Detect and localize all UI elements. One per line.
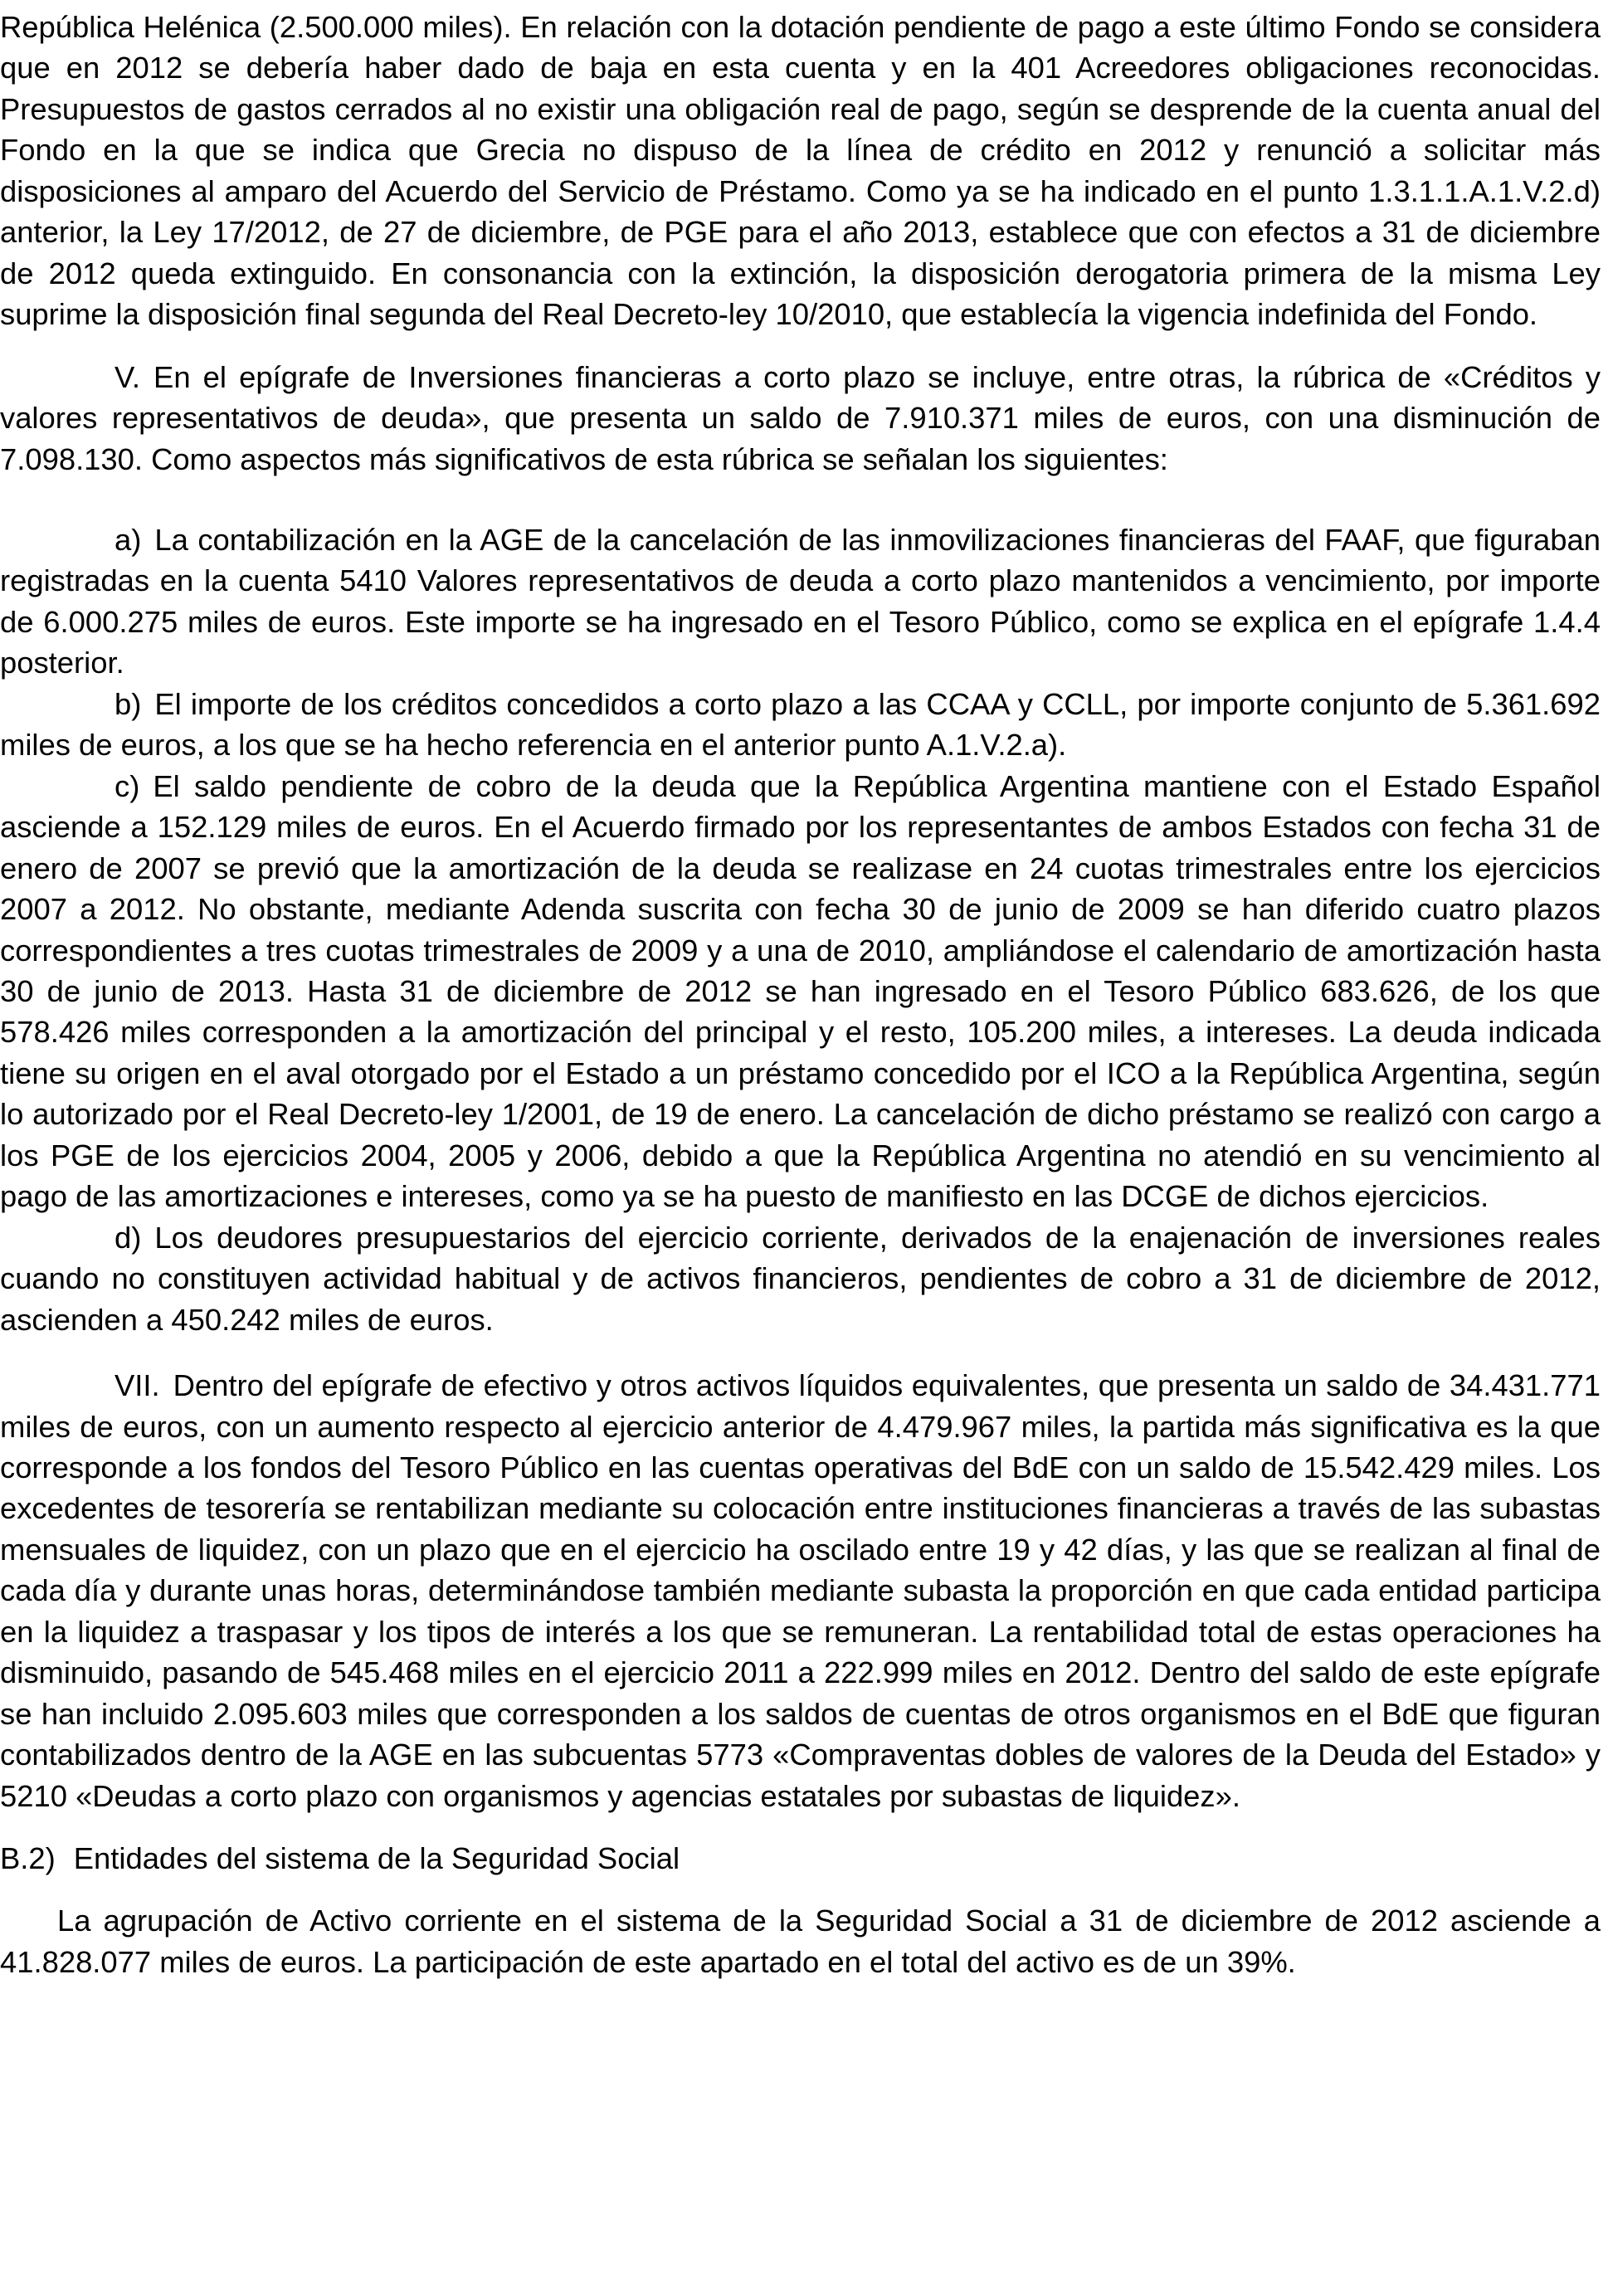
list-item-c-label: c)	[115, 768, 140, 803]
section-b2-paragraph: La agrupación de Activo corriente en el sistema de la Seguridad Social a 31 de diciembre de 2012 asciende a 41.828.077 miles de euros. La participación de este apartado en el total del activo es de un 39%.	[0, 1904, 1601, 1979]
section-v-paragraph	[0, 357, 1601, 480]
list-item-a-label: a)	[115, 522, 142, 557]
list-item-c-text: El saldo pendiente de cobro de la deuda que la República Argentina mantiene con el Estado Español asciende a 152.129 miles de euros. En el Acuerdo firmado por los representantes de ambos Estados con fecha 31 de enero de 2007 se previó que la amortización de la deuda se realizase en 24 cuotas trimestrales entre los ejercicios 2007 a 2012. No obstante, mediante Adenda suscrita con fecha 30 de junio de 2009 se han diferido cuatro plazos correspondientes a tres cuotas trimestrales de 2009 y a una de 2010, ampliándose el calendario de amortización hasta 30 de junio de 2013. Hasta 31 de diciembre de 2012 se han ingresado en el Tesoro Público 683.626, de los que 578.426 miles corresponden a la amortización del principal y el resto, 105.200 miles, a intereses. La deuda indicada tiene su origen en el aval otorgado por el Estado a un préstamo concedido por el ICO a la República Argentina, según lo autorizado por el Real Decreto-ley 1/2001, de 19 de enero. La cancelación de dicho préstamo se realizó con cargo a los PGE de los ejercicios 2004, 2005 y 2006, debido a que la República Argentina no atendió en su vencimiento al pago de las amortizaciones e intereses, como ya se ha puesto de manifiesto en las DCGE de dichos ejercicios.	[0, 768, 1601, 1214]
section-v-text: En el epígrafe de Inversiones financieras a corto plazo se incluye, entre otras, la rúbrica de «Créditos y valores representativos de deuda», que presenta un saldo de 7.910.371 miles de euros, con una disminución de 7.098.130. Como aspectos más significativos de esta rúbrica se señalan los siguientes:	[0, 359, 1601, 476]
list-item-a	[0, 519, 1601, 684]
list-item-d	[0, 1217, 1601, 1340]
list-item-b	[0, 684, 1601, 766]
section-vii-text: Dentro del epígrafe de efectivo y otros activos líquidos equivalentes, que presenta un saldo de 34.431.771 miles de euros, con un aumento respecto al ejercicio anterior de 4.479.967 miles, la partida más significativa es la que corresponde a los fondos del Tesoro Público en las cuentas operativas del BdE con un saldo de 15.542.429 miles. Los excedentes de tesorería se rentabilizan mediante su colocación entre instituciones financieras a través de las subastas mensuales de liquidez, con un plazo que en el ejercicio ha oscilado entre 19 y 42 días, y las que se realizan al final de cada día y durante unas horas, determinándose también mediante subasta la proporción en que cada entidad participa en la liquidez a traspasar y los tipos de interés a los que se remuneran. La rentabilidad total de estas operaciones ha disminuido, pasando de 545.468 miles en el ejercicio 2011 a 222.999 miles en 2012. Dentro del saldo de este epígrafe se han incluido 2.095.603 miles que corresponden a los saldos de cuentas de otros organismos en el BdE que figuran contabilizados dentro de la AGE en las subcuentas 5773 «Compraventas dobles de valores de la Deuda del Estado» y 5210 «Deudas a corto plazo con organismos y agencias estatales por subastas de liquidez».	[0, 1368, 1601, 1813]
list-item-b-label: b)	[115, 686, 142, 721]
intro-paragraph: República Helénica (2.500.000 miles). En relación con la dotación pendiente de pago a este último Fondo se considera que en 2012 se debería haber dado de baja en esta cuenta y en la 401 Acreedores obligaciones reconocidas. Presupuestos de gastos cerrados al no existir una obligación real de pago, según se desprende de la cuenta anual del Fondo en la que se indica que Grecia no dispuso de la línea de crédito en 2012 y renunció a solicitar más disposiciones al amparo del Acuerdo del Servicio de Préstamo. Como ya se ha indicado en el punto 1.3.1.1.A.1.V.2.d) anterior, la Ley 17/2012, de 27 de diciembre, de PGE para el año 2013, establece que con efectos a 31 de diciembre de 2012 queda extinguido. En consonancia con la extinción, la disposición derogatoria primera de la misma Ley suprime la disposición final segunda del Real Decreto-ley 10/2010, que establecía la vigencia indefinida del Fondo.	[0, 10, 1601, 332]
list-item-d-text: Los deudores presupuestarios del ejercicio corriente, derivados de la enajenación de inversiones reales cuando no constituyen actividad habitual y de activos financieros, pendientes de cobro a 31 de diciembre de 2012, ascienden a 450.242 miles de euros.	[0, 1220, 1601, 1337]
section-vii-paragraph	[0, 1365, 1601, 1816]
list-item-c	[0, 766, 1601, 1217]
section-b2-label: B.2)	[0, 1841, 56, 1876]
list-item-b-text: El importe de los créditos concedidos a corto plazo a las CCAA y CCLL, por importe conjunto de 5.361.692 miles de euros, a los que se ha hecho referencia en el anterior punto A.1.V.2.a).	[0, 686, 1601, 763]
list-item-a-text: La contabilización en la AGE de la cancelación de las inmovilizaciones financieras del FAAF, que figuraban registradas en la cuenta 5410 Valores representativos de deuda a corto plazo mantenidos a vencimiento, por importe de 6.000.275 miles de euros. Este importe se ha ingresado en el Tesoro Público, como se explica en el epígrafe 1.4.4 posterior.	[0, 522, 1601, 680]
section-b2-heading	[0, 1838, 1601, 1879]
section-b2-title: Entidades del sistema de la Seguridad Social	[73, 1841, 680, 1876]
section-v-number: V.	[115, 359, 141, 394]
section-vii-number: VII.	[115, 1368, 160, 1403]
list-item-d-label: d)	[115, 1220, 142, 1255]
